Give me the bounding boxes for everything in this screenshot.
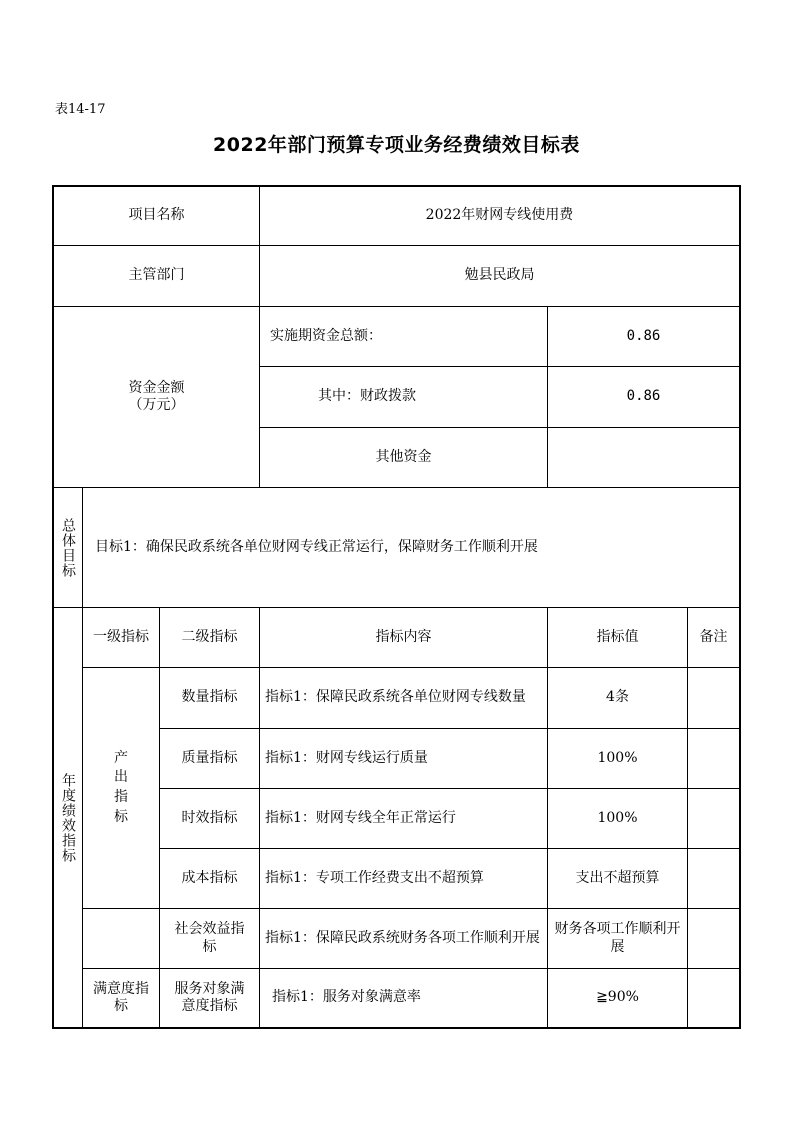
content-quality: 指标1：财网专线运行质量 <box>265 749 428 766</box>
funds-fiscal-value: 0.86 <box>626 388 661 405</box>
level2-social-benefit: 社会效益指标 <box>174 921 245 955</box>
remark-quantity <box>688 668 739 728</box>
header-remark: 备注 <box>699 628 728 645</box>
value-social-benefit: 财务各项工作顺利开展 <box>554 921 681 955</box>
remark-social-benefit <box>688 909 739 968</box>
level2-service-satisfaction: 服务对象满意度指标 <box>174 980 245 1014</box>
output-indicators-label: 产出指标 <box>114 749 128 825</box>
table-number: 表14-17 <box>55 102 106 117</box>
header-value: 指标值 <box>596 628 639 645</box>
content-social-benefit: 指标1：保障民政系统财务各项工作顺利开展 <box>265 929 540 946</box>
overall-goal-text: 目标1：确保民政系统各单位财网专线正常运行，保障财务工作顺利开展 <box>95 538 538 555</box>
funds-other-value <box>548 428 739 487</box>
header-level2: 二级指标 <box>181 628 238 645</box>
level2-cost: 成本指标 <box>181 869 238 886</box>
remark-cost <box>688 849 739 908</box>
level2-quantity: 数量指标 <box>181 689 238 706</box>
funds-total-value: 0.86 <box>626 327 661 344</box>
department-label: 主管部门 <box>128 267 185 284</box>
remark-service-satisfaction <box>688 969 739 1027</box>
header-content: 指标内容 <box>375 628 432 645</box>
value-timeliness: 100% <box>597 809 638 826</box>
page-title: 2022年部门预算专项业务经费绩效目标表 <box>213 134 580 156</box>
remark-quality <box>688 729 739 788</box>
content-timeliness: 指标1：财网专线全年正常运行 <box>265 809 456 826</box>
annual-indicators-label: 年度绩效指标 <box>60 772 76 863</box>
remark-timeliness <box>688 789 739 848</box>
content-cost: 指标1：专项工作经费支出不超预算 <box>265 869 484 886</box>
value-quality: 100% <box>597 749 638 766</box>
funds-label: 资金金额 （万元） <box>128 379 185 413</box>
value-service-satisfaction: ≧90% <box>596 989 639 1006</box>
level2-quality: 质量指标 <box>181 749 238 766</box>
content-service-satisfaction: 指标1：服务对象满意率 <box>272 989 421 1006</box>
content-quantity: 指标1：保障民政系统各单位财网专线数量 <box>265 689 526 706</box>
level2-timeliness: 时效指标 <box>181 809 238 826</box>
project-name-label: 项目名称 <box>128 207 185 224</box>
value-quantity: 4条 <box>606 689 629 706</box>
department-value: 勉县民政局 <box>464 267 535 284</box>
value-cost: 支出不超预算 <box>575 869 660 886</box>
funds-other-label: 其他资金 <box>375 448 432 465</box>
header-level1: 一级指标 <box>93 628 149 645</box>
overall-goal-label: 总体目标 <box>60 517 76 578</box>
funds-fiscal-label: 其中：财政拨款 <box>318 388 416 405</box>
project-name-value: 2022年财网专线使用费 <box>425 207 574 224</box>
satisfaction-indicators-label: 满意度指标 <box>93 980 149 1014</box>
funds-total-label: 实施期资金总额： <box>270 327 382 344</box>
